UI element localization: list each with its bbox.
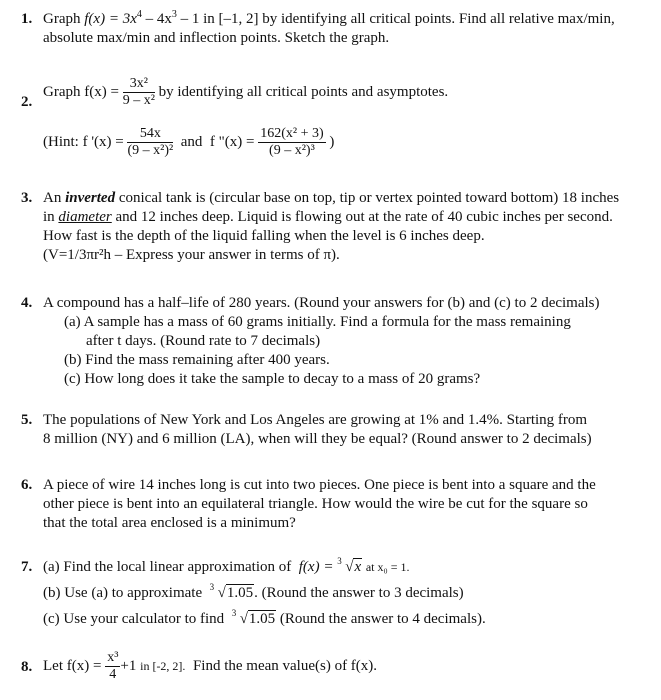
problem-text: absolute max/min and inflection points. Sketch the graph. xyxy=(43,30,390,46)
problem-number: 3. xyxy=(21,190,33,206)
part-a-continued: after t days. (Round rate to 7 decimals) xyxy=(86,333,321,349)
problem-number: 8. xyxy=(21,659,33,675)
fraction: $\frac{\text{3x²}}{\text{9 – x²}}$ xyxy=(122,76,155,108)
problem-text: Graph $f(x) = 3x^4 - 4x^3 - 1$ in [–1, 2] by identifying all critical points. Find all relative max/min, xyxy=(43,9,615,27)
cube-root: 3 √x xyxy=(337,556,362,575)
fraction: $\frac{\text{162(x² + 3)}}{\text{(9 – x²)³}}$ xyxy=(260,126,324,158)
cube-root: 3 √1.05 xyxy=(231,608,276,627)
problem-number: 1. xyxy=(21,11,33,27)
problem-text: An inverted conical tank is (circular base on top, tip or vertex pointed toward bottom) 18 inches xyxy=(43,190,620,206)
part-c: (c) Use your calculator to find 3 √1.05 (Round the answer to 4 decimals). xyxy=(43,608,486,627)
problem-text: How fast is the depth of the liquid falling when the level is 6 inches deep. xyxy=(43,228,485,244)
part-b: (b) Find the mass remaining after 400 years. xyxy=(64,352,330,368)
problem-statement: Graph f(x) = $\frac{\text{3x²}}{\text{9 – x²}}$ by identifying all critical points and asymptotes. xyxy=(43,76,449,108)
problem-text: other piece is bent into an equilateral triangle. How would the wire be cut for the square so xyxy=(43,496,588,512)
problem-number: 6. xyxy=(21,477,33,493)
fraction: $\frac{54x}{\text{(9 – x²)²}}$ xyxy=(127,126,174,158)
problem-text: A compound has a half–life of 280 years. (Round your answers for (b) and (c) to 2 decimals) xyxy=(43,295,600,311)
part-c: (c) How long does it take the sample to decay to a mass of 20 grams? xyxy=(64,371,481,387)
hint: (Hint: f '(x) = $\frac{54x}{\text{(9 – x²)²}}$ and f "(x) = $\frac{\text{162(x² + 3)}}{\text{(9 – x²)³}}$ ) xyxy=(43,126,335,158)
part-b: (b) Use (a) to approximate 3 √1.05. (Round the answer to 3 decimals) xyxy=(43,582,464,601)
problem-number: 5. xyxy=(21,412,33,428)
problem-text: Let f(x) = $\frac{\text{x³}}{4}$ +1 in [-2, 2]. Find the mean value(s) of f(x). xyxy=(43,650,378,682)
problem-text: A piece of wire 14 inches long is cut into two pieces. One piece is bent into a square and the xyxy=(43,477,596,493)
problem-number: 7. xyxy=(21,559,33,575)
fraction: $\frac{\text{x³}}{4}$ xyxy=(107,650,119,682)
part-a: (a) Find the local linear approximation of f(x) = 3 √x at x₀ = 1. xyxy=(43,556,410,575)
problem-text: that the total area enclosed is a minimum? xyxy=(43,515,296,531)
problem-text: (V=1/3πr²h – Express your answer in terms of π). xyxy=(43,247,340,263)
problem-text: The populations of New York and Los Angeles are growing at 1% and 1.4%. Starting from xyxy=(43,412,588,428)
part-a: (a) A sample has a mass of 60 grams initially. Find a formula for the mass remaining xyxy=(64,314,571,330)
problem-text: 8 million (NY) and 6 million (LA), when will they be equal? (Round answer to 2 decimals) xyxy=(43,431,592,447)
problem-number: 4. xyxy=(21,295,33,311)
cube-root: 3 √1.05 xyxy=(209,582,254,601)
problem-text: in diameter and 12 inches deep. Liquid is flowing out at the rate of 40 cubic inches per second. xyxy=(43,209,613,225)
problem-number: 2. xyxy=(21,94,33,110)
